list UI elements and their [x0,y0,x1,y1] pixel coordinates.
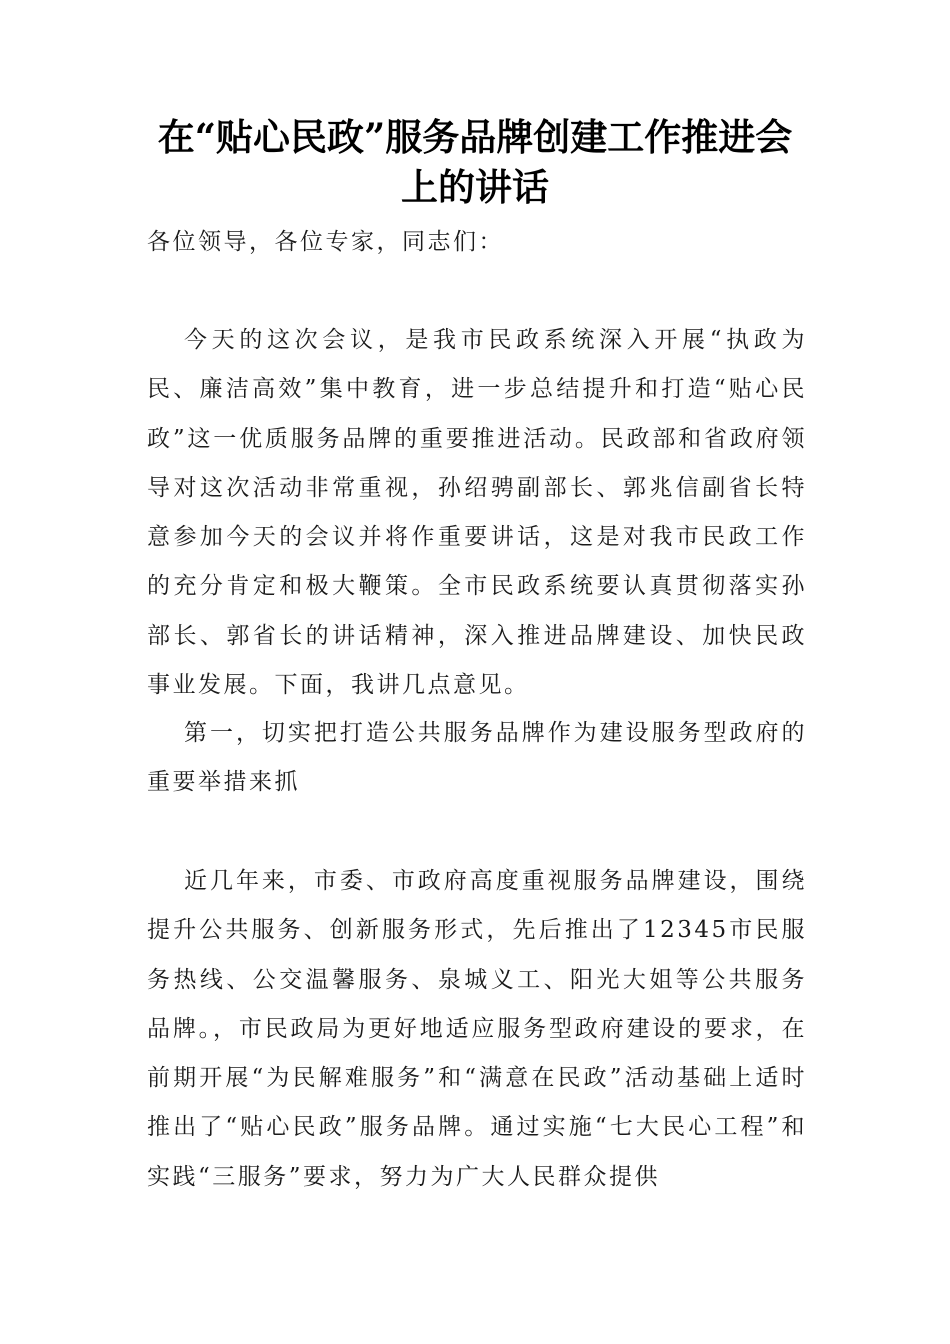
intro-paragraph: 今天的这次会议，是我市民政系统深入开展“执政为民、廉洁高效”集中教育，进一步总结提升和打造“贴心民政”这一优质服务品牌的重要推进活动。民政部和省政府领导对这次活动非常重视，孙绍骋副部长、郭兆信副省长特意参加今天的会议并将作重要讲话，这是对我市民政工作的充分肯定和极大鞭策。全市民政系统要认真贯彻落实孙部长、郭省长的讲话精神，深入推进品牌建设、加快民政事业发展。下面，我讲几点意见。 [147,327,807,699]
greeting-paragraph: 各位领导，各位专家，同志们： [147,229,504,255]
section-heading-first: 第一，切实把打造公共服务品牌作为建设服务型政府的重要举措来抓 [147,720,807,796]
document-title: 在“贴心民政”服务品牌创建工作推进会上的讲话 [157,115,793,209]
section-body-paragraph: 近几年来，市委、市政府高度重视服务品牌建设，围绕提升公共服务、创新服务形式，先后推出了12345市民服务热线、公交温馨服务、泉城义工、阳光大姐等公共服务品牌。，市民政局为更好地适应服务型政府建设的要求，在前期开展“为民解难服务”和“满意在民政”活动基础上适时推出了“贴心民政”服务品牌。通过实施“七大民心工程”和实践“三服务”要求，努力为广大人民群众提供 [147,868,807,1190]
